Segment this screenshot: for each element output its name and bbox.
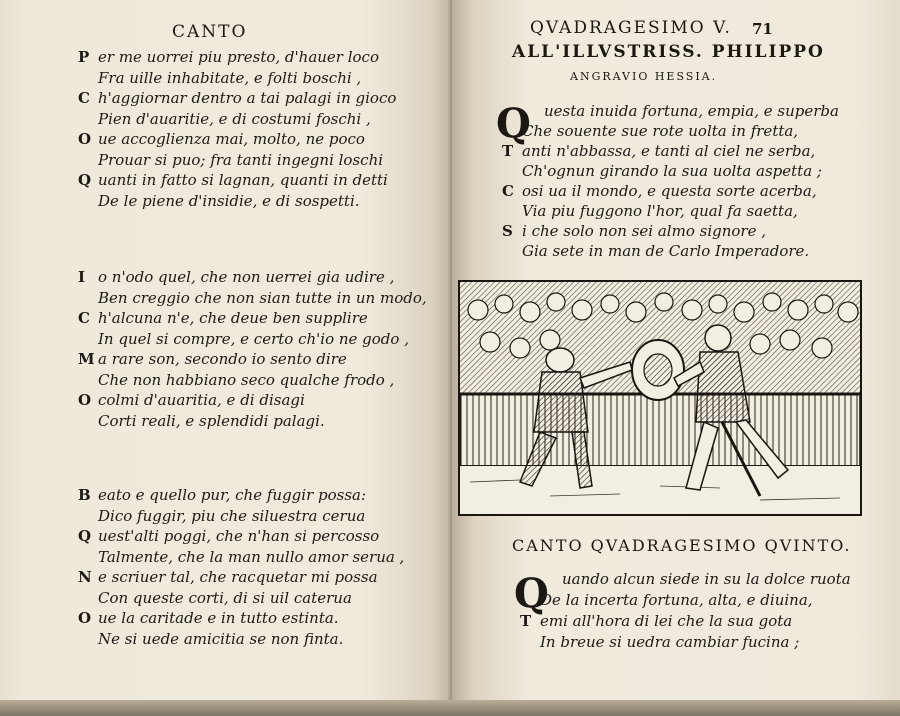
verse-line <box>78 309 368 327</box>
line-text: eato e quello pur, che fuggir possa: <box>98 486 367 504</box>
line-text: Che non habbiano seco qualche frodo , <box>98 370 395 389</box>
verse-line <box>78 89 396 107</box>
dedication-title: ALL'ILLVSTRISS. PHILIPPO <box>512 42 825 62</box>
verse-line <box>78 110 371 128</box>
line-text: Corti reali, e splendidi palagi. <box>98 411 325 430</box>
verse-line <box>520 633 799 651</box>
line-initial: C <box>78 89 90 107</box>
verse-line <box>502 222 766 240</box>
line-initial: T <box>520 612 532 630</box>
line-initial: B <box>78 486 91 504</box>
verse-line <box>78 268 394 286</box>
woodcut-illustration <box>458 280 862 516</box>
verse-line <box>78 391 305 409</box>
duel-scene <box>460 282 860 514</box>
page-number: 71 <box>752 20 773 38</box>
line-text: emi all'hora di lei che la sua gota <box>540 612 793 630</box>
drop-cap-2: Q <box>514 570 549 617</box>
verse-line <box>78 192 360 210</box>
line-text: Con queste corti, di si uil caterua <box>98 588 352 607</box>
line-text: o n'odo quel, che non uerrei gia udire , <box>98 268 395 286</box>
line-initial: P <box>78 48 90 66</box>
verse-line <box>502 142 815 160</box>
line-text: a rare son, secondo io sento dire <box>98 350 347 368</box>
line-initial: C <box>502 182 514 200</box>
verse-line <box>520 591 813 609</box>
line-text: Dico fuggir, piu che siluestra cerua <box>98 506 366 525</box>
line-text: In breue si uedra cambiar fucina ; <box>540 633 800 651</box>
line-text: Ne si uede amicitia se non finta. <box>98 629 344 648</box>
line-initial: T <box>502 142 514 160</box>
line-text: h'aggiornar dentro a tai palagi in gioco <box>98 89 397 107</box>
verse-line <box>78 48 379 66</box>
line-text: Via piu fuggono l'hor, qual fa saetta, <box>522 202 798 220</box>
line-text: De la incerta fortuna, alta, e diuina, <box>540 591 813 609</box>
line-text: De le piene d'insidie, e di sospetti. <box>98 191 360 210</box>
line-initial: N <box>78 568 92 586</box>
verse-line <box>78 568 378 586</box>
verse-line <box>78 330 409 348</box>
page-bottom-edge <box>0 700 900 716</box>
line-initial: I <box>78 268 86 286</box>
line-text: Prouar si puo; fra tanti ingegni loschi <box>98 150 384 169</box>
left-running-head: CANTO <box>172 22 248 42</box>
line-text: anti n'abbassa, e tanti al ciel ne serba, <box>522 142 816 160</box>
line-text: uest'alti poggi, che n'han si percosso <box>98 527 380 545</box>
verse-line <box>78 589 352 607</box>
line-initial: O <box>78 391 92 409</box>
line-text: Gia sete in man de Carlo Imperadore. <box>522 242 810 260</box>
line-text: uesta inuida fortuna, empia, e superba <box>544 102 839 120</box>
line-text: h'alcuna n'e, che deue ben supplire <box>98 309 368 327</box>
line-initial: O <box>78 130 92 148</box>
drop-cap-1: Q <box>496 100 531 147</box>
verse-line <box>502 122 798 140</box>
line-text: ue la caritade e in tutto estinta. <box>98 609 339 627</box>
line-text: Pien d'auaritie, e di costumi foschi , <box>98 109 371 128</box>
line-text: Ben creggio che non sian tutte in un modo, <box>98 288 427 307</box>
verse-line <box>78 289 427 307</box>
verse-line <box>78 371 394 389</box>
verse-line <box>78 130 365 148</box>
verse-line <box>78 412 325 430</box>
verse-line <box>78 548 404 566</box>
line-text: osi ua il mondo, e questa sorte acerba, <box>522 182 817 200</box>
verse-line <box>78 69 361 87</box>
verse-line <box>78 171 388 189</box>
line-initial: S <box>502 222 513 240</box>
line-text: Fra uille inhabitate, e folti boschi , <box>98 68 362 87</box>
verse-line <box>542 570 851 588</box>
verse-line <box>78 350 347 368</box>
verse-line <box>502 242 809 260</box>
dedication-subtitle: ANGRAVIO HESSIA. <box>570 70 718 83</box>
line-text: colmi d'auaritia, e di disagi <box>98 391 305 409</box>
line-text: i che solo non sei almo signore , <box>522 222 766 240</box>
line-text: uanti in fatto si lagnan, quanti in detti <box>98 171 388 189</box>
line-text: er me uorrei piu presto, d'hauer loco <box>98 48 379 66</box>
left-page <box>0 0 452 704</box>
right-running-head: QVADRAGESIMO V. <box>530 18 732 38</box>
line-initial: C <box>78 309 90 327</box>
line-text: In quel si compre, e certo ch'io ne godo , <box>98 329 409 348</box>
line-text: uando alcun siede in su la dolce ruota <box>562 570 851 588</box>
verse-line <box>502 182 817 200</box>
line-initial: Q <box>78 527 92 545</box>
verse-line <box>78 486 366 504</box>
verse-line <box>78 609 339 627</box>
line-initial: Q <box>78 171 92 189</box>
verse-line <box>520 612 792 630</box>
verse-line <box>78 630 343 648</box>
canto-title: CANTO QVADRAGESIMO QVINTO. <box>512 536 852 555</box>
verse-line <box>502 202 798 220</box>
line-text: Talmente, che la man nullo amor serua , <box>98 547 405 566</box>
verse-line <box>524 102 839 120</box>
verse-line <box>78 151 383 169</box>
line-text: e scriuer tal, che racquetar mi possa <box>98 568 378 586</box>
line-initial: O <box>78 609 92 627</box>
line-initial: M <box>78 350 95 368</box>
verse-line <box>502 162 822 180</box>
line-text: Che souente sue rote uolta in fretta, <box>522 122 799 140</box>
line-text: ue accoglienza mai, molto, ne poco <box>98 130 365 148</box>
line-text: Ch'ognun girando la sua uolta aspetta ; <box>522 162 822 180</box>
verse-line <box>78 507 365 525</box>
verse-line <box>78 527 379 545</box>
